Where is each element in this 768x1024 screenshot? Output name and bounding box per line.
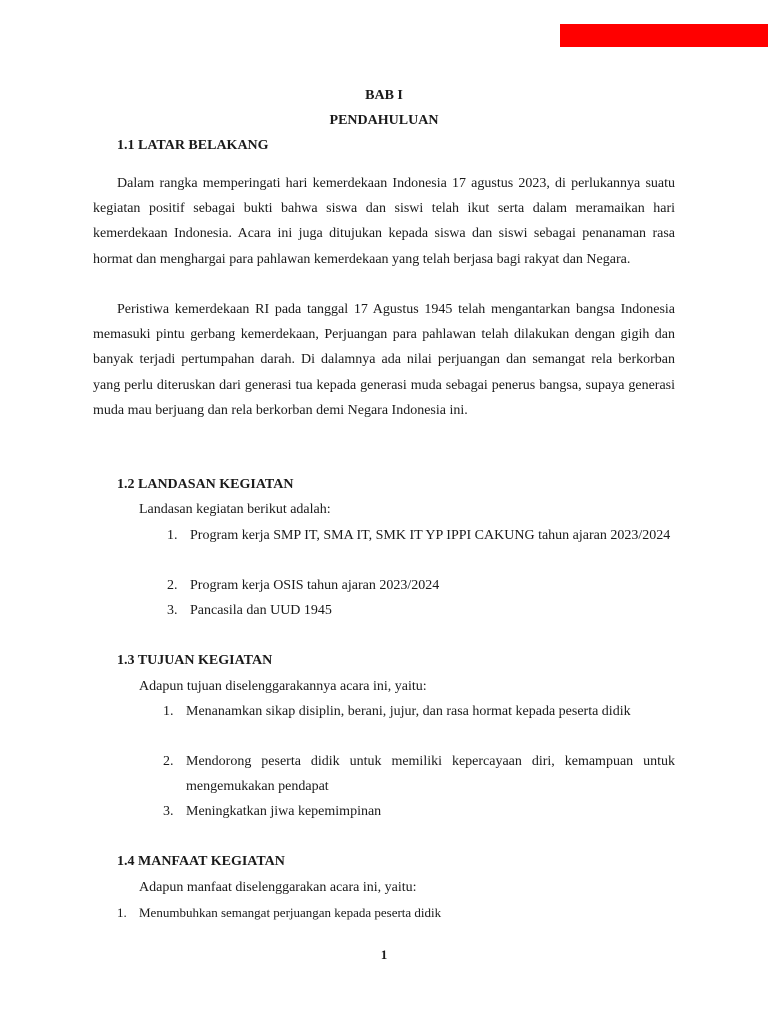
list-text: Menumbuhkan semangat perjuangan kepada peserta didik (139, 905, 442, 920)
list-number: 1. (117, 905, 127, 920)
list-number: 1. (167, 528, 178, 543)
list-text: Pancasila dan UUD 1945 (190, 603, 332, 618)
list-item (117, 900, 675, 925)
section-heading-tujuan-kegiatan: 1.3 TUJUAN KEGIATAN (117, 653, 273, 668)
list-number: 3. (163, 804, 174, 819)
chapter-label: BAB I (365, 88, 403, 103)
list-text: Menanamkan sikap disiplin, berani, jujur, dan rasa hormat kepada peserta didik (186, 704, 631, 719)
list-item (163, 799, 675, 824)
list-item (163, 749, 675, 799)
chapter-title: PENDAHULUAN (329, 113, 439, 128)
list-item (167, 523, 675, 573)
section-heading-landasan-kegiatan: 1.2 LANDASAN KEGIATAN (117, 477, 294, 492)
list-text: Program kerja OSIS tahun ajaran 2023/2024 (190, 578, 440, 593)
list-item (167, 598, 675, 623)
list-number: 2. (163, 754, 174, 769)
page-number: 1 (380, 947, 388, 962)
list-number: 3. (167, 603, 178, 618)
list-item (163, 699, 675, 749)
list-number: 2. (167, 578, 178, 593)
tujuan-intro: Adapun tujuan diselenggarakannya acara ini, yaitu: (139, 679, 427, 694)
section-heading-manfaat-kegiatan: 1.4 MANFAAT KEGIATAN (117, 854, 285, 869)
paragraph-latar-belakang-1: Dalam rangka memperingati hari kemerdekaan Indonesia 17 agustus 2023, di perlukannya suatu kegiatan positif sebagai bukti bahwa siswa dan siswi telah ikut serta dalam meramaikan hari kemerdekaan Indonesia. Acara ini juga ditujukan kepada siswa dan siswi sebagai penanaman rasa hormat dan menghargai para pahlawan kemerdekaan yang telah berjasa bagi rakyat dan Negara. (93, 176, 675, 267)
list-number: 1. (163, 704, 174, 719)
paragraph-latar-belakang-2: Peristiwa kemerdekaan RI pada tanggal 17 Agustus 1945 telah mengantarkan bangsa Indonesia memasuki pintu gerbang kemerdekaan, Perjuangan para pahlawan telah dilakukan dengan gigih dan banyak terjadi pertumpahan darah. Di dalamnya ada nilai perjuangan dan semangat rela berkorban yang perlu diteruskan dari generasi tua kepada generasi muda sebagai penerus bangsa, supaya generasi muda mau berjuang dan rela berkorban demi Negara Indonesia ini. (93, 302, 675, 418)
list-text: Meningkatkan jiwa kepemimpinan (186, 804, 382, 819)
list-text: Mendorong peserta didik untuk memiliki kepercayaan diri, kemampuan untuk mengemukakan pendapat (186, 754, 675, 795)
section-heading-latar-belakang: 1.1 LATAR BELAKANG (117, 138, 269, 153)
list-text: Program kerja SMP IT, SMA IT, SMK IT YP IPPI CAKUNG tahun ajaran 2023/2024 (190, 528, 671, 543)
landasan-intro: Landasan kegiatan berikut adalah: (139, 502, 331, 517)
manfaat-intro: Adapun manfaat diselenggarakan acara ini, yaitu: (139, 880, 417, 895)
list-item (167, 573, 675, 598)
